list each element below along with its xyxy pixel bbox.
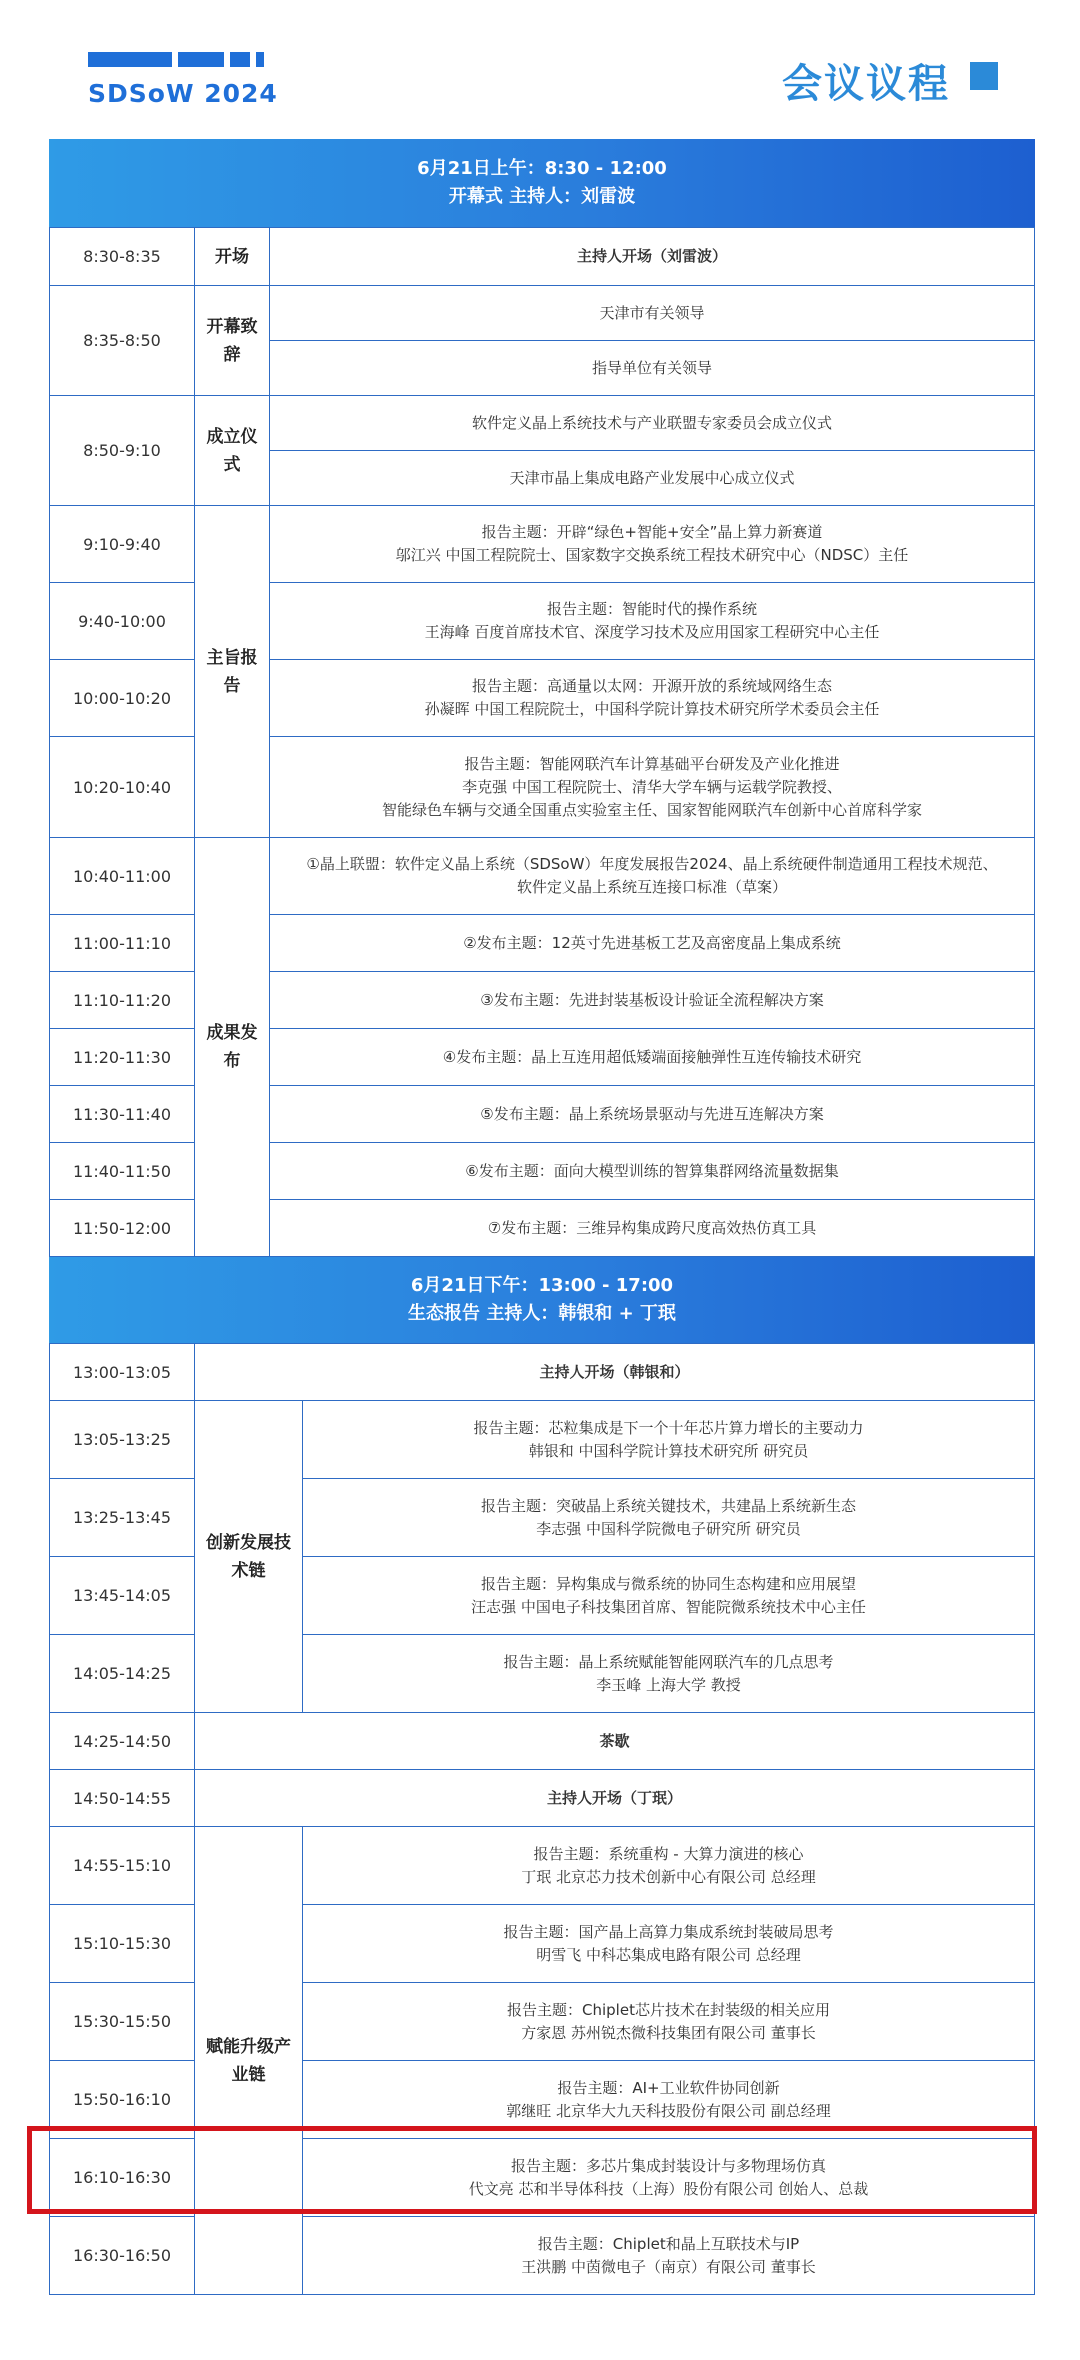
- report-topic: 报告主题：多芯片集成封装设计与多物理场仿真: [510, 2156, 826, 2175]
- agenda-row: [50, 396, 1035, 451]
- report-topic: 报告主题：智能网联汽车计算基础平台研发及产业化推进: [464, 754, 840, 773]
- logo-bars: [88, 52, 278, 67]
- speaker-info: 李玉峰 上海大学 教授: [596, 1675, 741, 1694]
- content-cell: [270, 660, 1035, 737]
- speaker-info: 李克强 中国工程院院士、清华大学车辆与运载学院教授、: [462, 777, 842, 796]
- content-cell: 天津市有关领导: [270, 286, 1035, 341]
- speaker-info: 王洪鹏 中茵微电子（南京）有限公司 董事长: [521, 2257, 816, 2276]
- report-topic: 报告主题：突破晶上系统关键技术，共建晶上系统新生态: [480, 1496, 856, 1515]
- speaker-info: 汪志强 中国电子科技集团首席、智能院微系统技术中心主任: [471, 1597, 866, 1616]
- content-cell: [270, 737, 1035, 838]
- speaker-info: 邬江兴 中国工程院院士、国家数字交换系统工程技术研究中心（NDSC）主任: [395, 546, 909, 564]
- report-topic: 报告主题：Chiplet和晶上互联技术与IP: [537, 2234, 800, 2253]
- time-cell: 15:50-16:10: [50, 2061, 195, 2139]
- content-cell: [303, 1635, 1035, 1713]
- afternoon-session-host: 生态报告 主持人：韩银和 + 丁珉: [408, 1303, 676, 1324]
- agenda-row: [50, 1401, 1035, 1479]
- speaker-info: 智能绿色车辆与交通全国重点实验室主任、国家智能网联汽车创新中心首席科学家: [381, 800, 922, 819]
- report-topic: 报告主题：异构集成与微系统的协同生态构建和应用展望: [480, 1574, 856, 1593]
- content-cell: 茶歇: [195, 1713, 1035, 1770]
- content-cell: 主持人开场（刘雷波）: [270, 228, 1035, 286]
- content-cell: 指导单位有关领导: [270, 341, 1035, 396]
- content-cell: [270, 506, 1035, 583]
- speaker-info: 郭继旺 北京华大九天科技股份有限公司 副总经理: [506, 2101, 831, 2120]
- speaker-info: 王海峰 百度首席技术官、深度学习技术及应用国家工程研究中心主任: [424, 623, 880, 641]
- time-cell: 11:40-11:50: [50, 1143, 195, 1200]
- report-topic: 报告主题：晶上系统赋能智能网联汽车的几点思考: [503, 1652, 834, 1671]
- report-topic: 报告主题：系统重构 - 大算力演进的核心: [533, 1844, 804, 1863]
- agenda-schedule: [49, 139, 1035, 2295]
- speaker-info: 韩银和 中国科学院计算技术研究所 研究员: [528, 1441, 809, 1460]
- afternoon-agenda-table: [49, 1343, 1035, 2295]
- title-square-icon: [970, 62, 998, 90]
- morning-session-date: 6月21日上午：8:30 - 12:00: [417, 158, 667, 179]
- time-cell: 8:50-9:10: [50, 396, 195, 506]
- morning-session-header: [49, 139, 1035, 227]
- morning-session-host: 开幕式 主持人：刘雷波: [448, 186, 636, 207]
- content-cell: 主持人开场（丁珉）: [195, 1770, 1035, 1827]
- time-cell: 13:00-13:05: [50, 1344, 195, 1401]
- time-cell: 9:40-10:00: [50, 583, 195, 660]
- content-cell: 软件定义晶上系统技术与产业联盟专家委员会成立仪式: [270, 396, 1035, 451]
- agenda-row: [50, 506, 1035, 583]
- time-cell: 10:40-11:00: [50, 838, 195, 915]
- content-cell: 天津市晶上集成电路产业发展中心成立仪式: [270, 451, 1035, 506]
- category-cell: 开场: [195, 228, 270, 286]
- category-cell: 创新发展技术链: [195, 1401, 303, 1713]
- content-cell: [270, 838, 1035, 915]
- category-cell: 开幕致辞: [195, 286, 270, 396]
- category-cell: 成立仪式: [195, 396, 270, 506]
- time-cell: 11:00-11:10: [50, 915, 195, 972]
- logo-text: SDSoW 2024: [88, 79, 278, 108]
- time-cell: 8:35-8:50: [50, 286, 195, 396]
- speaker-info: 方家恩 苏州锐杰微科技集团有限公司 董事长: [521, 2023, 816, 2042]
- content-cell: [270, 583, 1035, 660]
- speaker-info: 孙凝晖 中国工程院院士，中国科学院计算技术研究所学术委员会主任: [424, 700, 880, 718]
- conference-logo: [88, 52, 278, 108]
- time-cell: 13:45-14:05: [50, 1557, 195, 1635]
- content-cell: [303, 2061, 1035, 2139]
- category-cell: 成果发布: [195, 838, 270, 1257]
- agenda-row: [50, 838, 1035, 915]
- time-cell: 9:10-9:40: [50, 506, 195, 583]
- logo-bar: [230, 52, 250, 67]
- report-topic: 报告主题：AI+工业软件协同创新: [557, 2078, 780, 2097]
- report-topic: 报告主题：开辟“绿色+智能+安全”晶上算力新赛道: [481, 523, 823, 541]
- agenda-row: [50, 1827, 1035, 1905]
- time-cell: 13:25-13:45: [50, 1479, 195, 1557]
- afternoon-session-header: [49, 1257, 1035, 1343]
- logo-bar: [178, 52, 224, 67]
- content-cell: [303, 1401, 1035, 1479]
- content-cell: ⑦发布主题：三维异构集成跨尺度高效热仿真工具: [270, 1200, 1035, 1257]
- report-topic: 报告主题：Chiplet芯片技术在封装级的相关应用: [507, 2000, 830, 2019]
- time-cell: 14:55-15:10: [50, 1827, 195, 1905]
- agenda-row: [50, 228, 1035, 286]
- category-cell: 赋能升级产业链: [195, 1827, 303, 2295]
- logo-bar: [256, 52, 264, 67]
- time-cell: 11:10-11:20: [50, 972, 195, 1029]
- category-cell: 主旨报告: [195, 506, 270, 838]
- content-cell: [303, 1983, 1035, 2061]
- agenda-row: [50, 286, 1035, 341]
- logo-bar: [88, 52, 172, 67]
- time-cell: 14:50-14:55: [50, 1770, 195, 1827]
- report-topic: 报告主题：高通量以太网：开源开放的系统域网络生态: [471, 677, 832, 695]
- content-cell: ④发布主题：晶上互连用超低矮端面接触弹性互连传输技术研究: [270, 1029, 1035, 1086]
- content-cell: [303, 1557, 1035, 1635]
- content-cell: [303, 1479, 1035, 1557]
- content-cell: [303, 2139, 1035, 2217]
- speaker-info: 明雪飞 中科芯集成电路有限公司 总经理: [536, 1945, 801, 1964]
- page-title: 会议议程: [782, 61, 950, 107]
- time-cell: 15:10-15:30: [50, 1905, 195, 1983]
- time-cell: 11:30-11:40: [50, 1086, 195, 1143]
- report-topic: 报告主题：智能时代的操作系统: [546, 600, 757, 618]
- time-cell: 15:30-15:50: [50, 1983, 195, 2061]
- time-cell: 16:30-16:50: [50, 2217, 195, 2295]
- agenda-row: [50, 1713, 1035, 1770]
- agenda-row: [50, 1344, 1035, 1401]
- content-cell: [303, 1905, 1035, 1983]
- time-cell: 14:25-14:50: [50, 1713, 195, 1770]
- content-cell: ⑥发布主题：面向大模型训练的智算集群网络流量数据集: [270, 1143, 1035, 1200]
- time-cell: 11:50-12:00: [50, 1200, 195, 1257]
- content-cell: 主持人开场（韩银和）: [195, 1344, 1035, 1401]
- content-cell: [303, 1827, 1035, 1905]
- content-cell: [303, 2217, 1035, 2295]
- time-cell: 13:05-13:25: [50, 1401, 195, 1479]
- afternoon-session-date: 6月21日下午：13:00 - 17:00: [410, 1275, 674, 1296]
- content-cell: ②发布主题：12英寸先进基板工艺及高密度晶上集成系统: [270, 915, 1035, 972]
- content-cell: ③发布主题：先进封装基板设计验证全流程解决方案: [270, 972, 1035, 1029]
- release-topic: 软件定义晶上系统互连接口标准（草案）: [516, 878, 787, 896]
- report-topic: 报告主题：芯粒集成是下一个十年芯片算力增长的主要动力: [473, 1418, 864, 1437]
- release-topic: ①晶上联盟：软件定义晶上系统（SDSoW）年度发展报告2024、晶上系统硬件制造通用工程技术规范、: [306, 855, 998, 873]
- agenda-row: [50, 1770, 1035, 1827]
- time-cell: 10:00-10:20: [50, 660, 195, 737]
- time-cell: 16:10-16:30: [50, 2139, 195, 2217]
- speaker-info: 代文亮 芯和半导体科技（上海）股份有限公司 创始人、总裁: [468, 2179, 869, 2198]
- morning-agenda-table: [49, 227, 1035, 1257]
- speaker-info: 丁珉 北京芯力技术创新中心有限公司 总经理: [521, 1867, 816, 1886]
- time-cell: 14:05-14:25: [50, 1635, 195, 1713]
- time-cell: 10:20-10:40: [50, 737, 195, 838]
- time-cell: 11:20-11:30: [50, 1029, 195, 1086]
- report-topic: 报告主题：国产晶上高算力集成系统封装破局思考: [503, 1922, 834, 1941]
- speaker-info: 李志强 中国科学院微电子研究所 研究员: [536, 1519, 801, 1538]
- time-cell: 8:30-8:35: [50, 228, 195, 286]
- content-cell: ⑤发布主题：晶上系统场景驱动与先进互连解决方案: [270, 1086, 1035, 1143]
